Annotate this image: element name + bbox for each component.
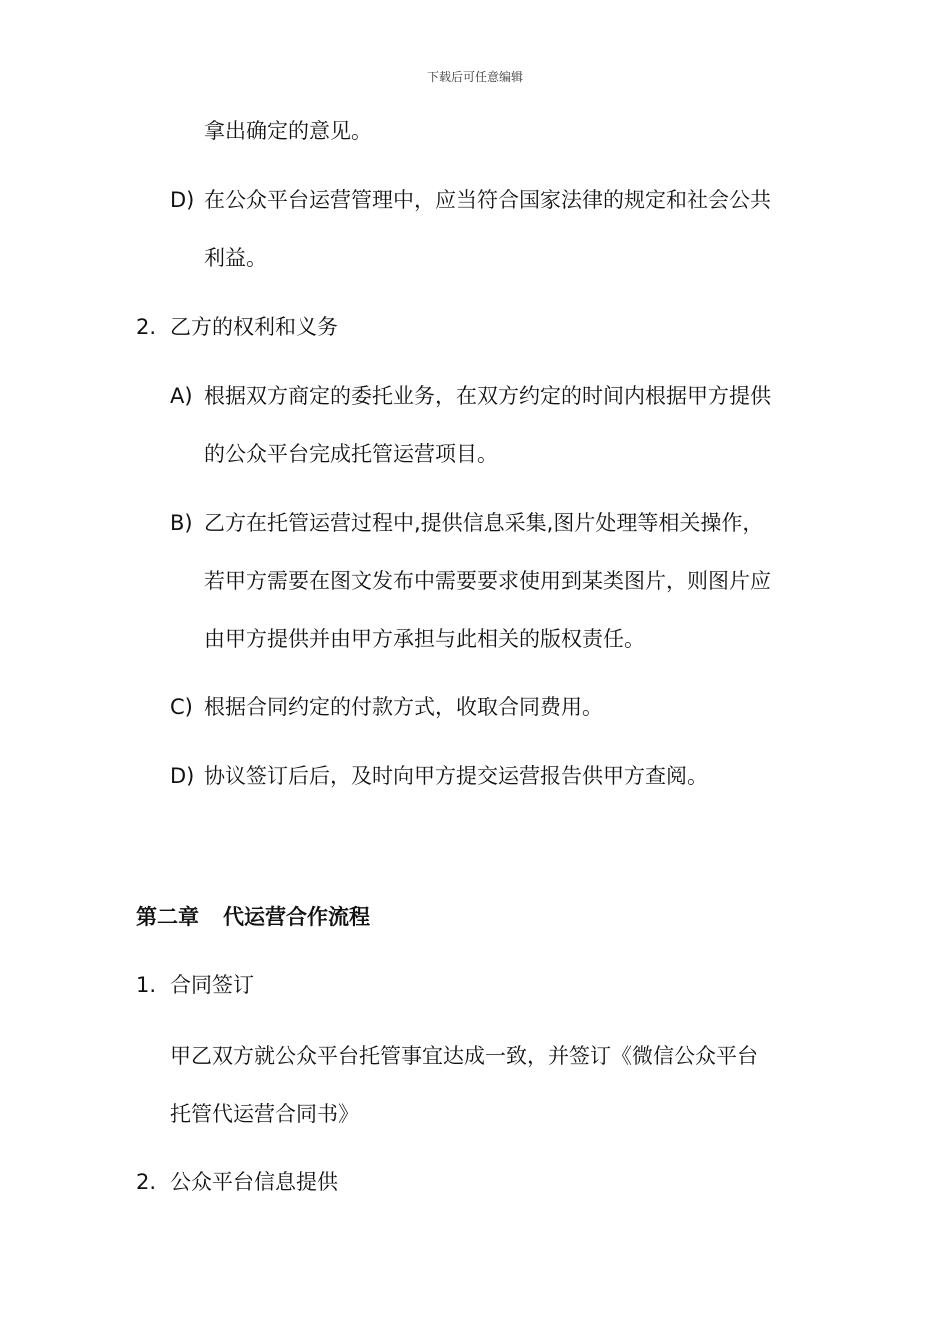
list-marker-d: D)	[170, 188, 195, 212]
list-item-d2-line1: 协议签订后后，及时向甲方提交运营报告供甲方查阅。	[204, 764, 708, 788]
chapter-title: 代运营合作流程	[223, 905, 370, 929]
chapter-heading	[136, 902, 370, 932]
section-number-2: 2.	[136, 315, 157, 339]
list-marker-b: B)	[170, 511, 193, 535]
continuation-line: 拿出确定的意见。	[204, 119, 372, 143]
list-item-b-line1: 乙方在托管运营过程中,提供信息采集,图片处理等相关操作，	[204, 511, 764, 535]
list-item-d-line1: 在公众平台运营管理中，应当符合国家法律的规定和社会公共	[204, 188, 771, 212]
list-item-a-line1: 根据双方商定的委托业务，在双方约定的时间内根据甲方提供	[204, 384, 771, 408]
list-item-b-line3: 由甲方提供并由甲方承担与此相关的版权责任。	[204, 627, 645, 651]
section-title-1: 合同签订	[170, 973, 254, 997]
list-marker-a: A)	[170, 384, 193, 408]
list-marker-c: C)	[170, 695, 193, 719]
list-item-a-line2: 的公众平台完成托管运营项目。	[204, 442, 498, 466]
list-item-c-line1: 根据合同约定的付款方式，收取合同费用。	[204, 695, 603, 719]
paragraph-line1: 甲乙双方就公众平台托管事宜达成一致，并签订《微信公众平台	[170, 1044, 758, 1068]
list-item-d-line2: 利益。	[204, 246, 267, 270]
section-number-2b: 2.	[136, 1170, 157, 1194]
list-marker-d2: D)	[170, 764, 195, 788]
section-number-1: 1.	[136, 973, 157, 997]
page-header: 下载后可任意编辑	[426, 70, 523, 84]
section-title-2b: 公众平台信息提供	[170, 1170, 338, 1194]
section-title-2: 乙方的权利和义务	[170, 315, 338, 339]
paragraph-line2: 托管代运营合同书》	[170, 1102, 359, 1126]
list-item-b-line2: 若甲方需要在图文发布中需要要求使用到某类图片，则图片应	[204, 569, 771, 593]
chapter-label: 第二章	[136, 905, 199, 929]
